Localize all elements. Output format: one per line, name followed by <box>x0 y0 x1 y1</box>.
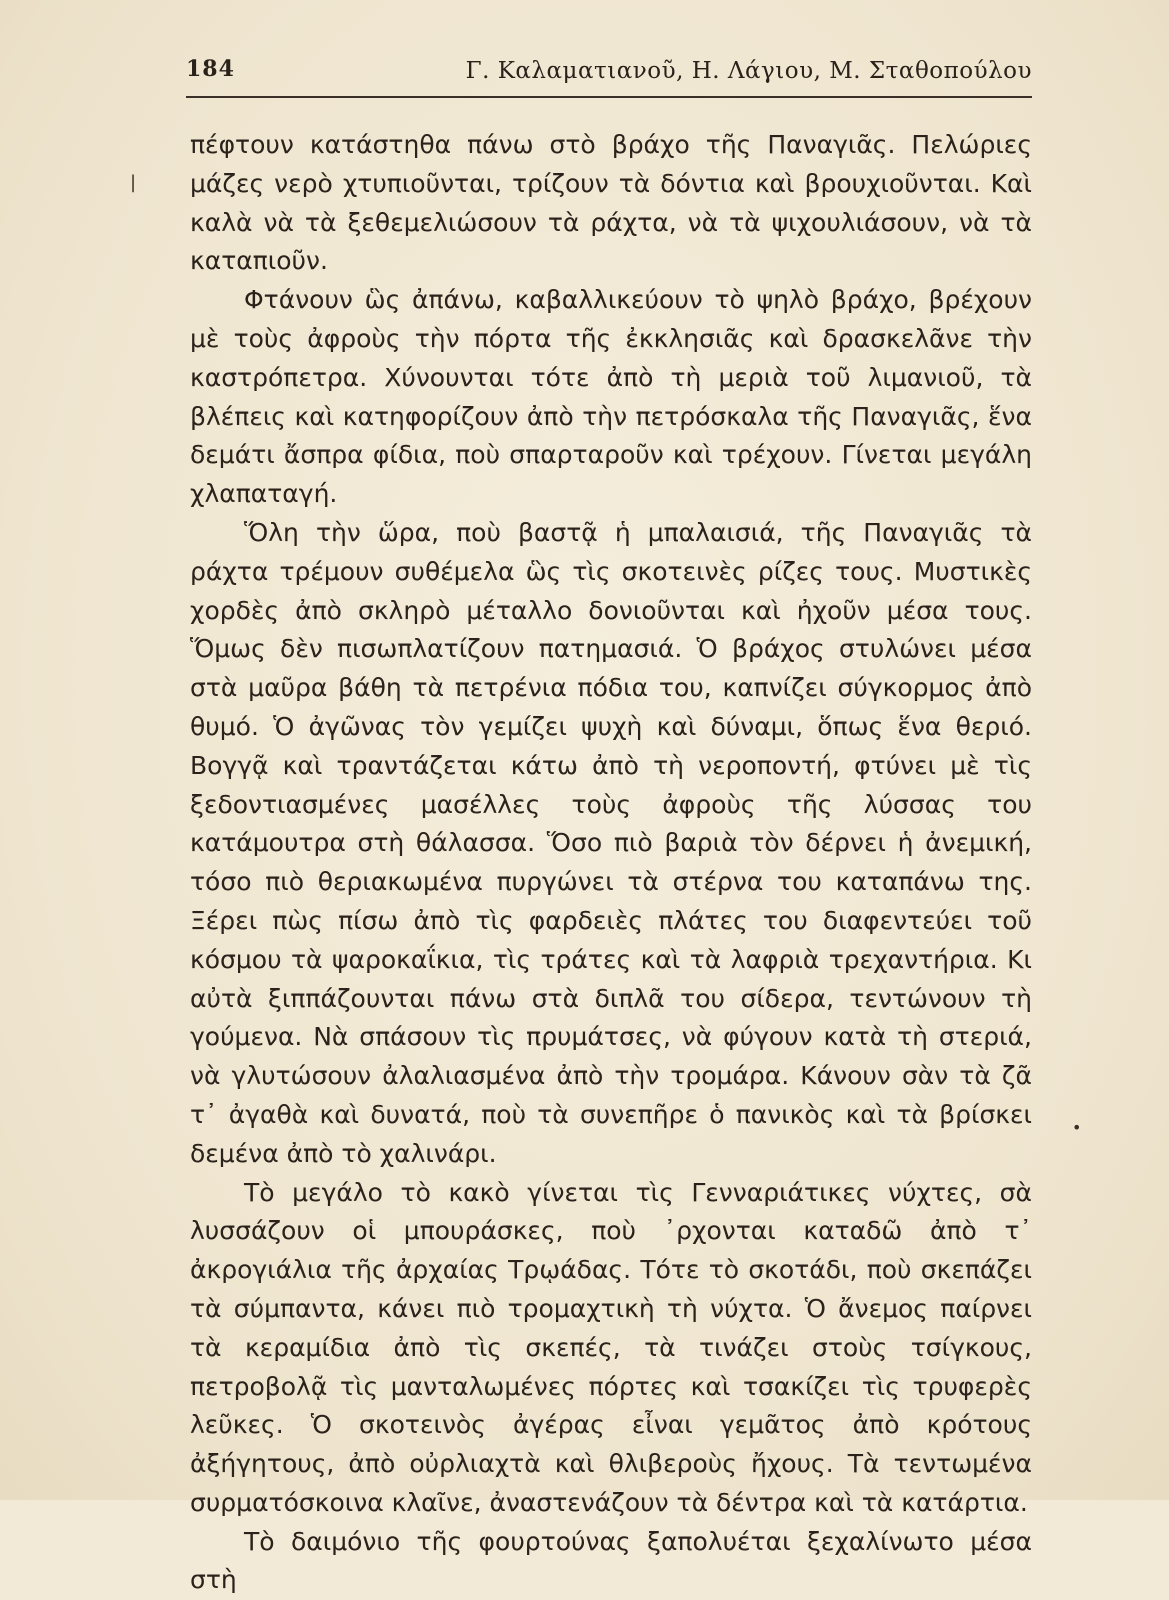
paragraph: Φτάνουν ὣς ἀπάνω, καβαλλικεύουν τὸ ψηλὸ βράχο, βρέχουν μὲ τοὺς ἀφροὺς τὴν πόρτα τῆς ἐκκλησιᾶς καὶ δρασκελᾶνε τὴν καστρόπετρα. Χύνουνται τότε ἀπὸ τὴ μεριὰ τοῦ λιμανιοῦ, τὰ βλέπεις καὶ κατηφορίζουν ἀπὸ τὴν πετρόσκαλα τῆς Παναγιᾶς, ἕνα δεμάτι ἄσπρα φίδια, ποὺ σπαρταροῦν καὶ τρέχουν. Γίνεται μεγάλη χλαπαταγή. <box>190 285 1032 509</box>
running-head-authors: Γ. Καλαματιανοῦ, Η. Λάγιου, Μ. Σταθοπούλου <box>465 58 1032 84</box>
paragraph: Τὸ δαιμόνιο τῆς φουρτούνας ξαπολυέται ξεχαλίνωτο μέσα στὴ <box>190 1526 1032 1595</box>
margin-mark: | <box>130 172 137 193</box>
paragraph: Ὅλη τὴν ὥρα, ποὺ βαστᾷ ἡ μπαλαισιά, τῆς Παναγιᾶς τὰ ράχτα τρέμουν συθέμελα ὣς τὶς σκοτεινὲς ρίζες τους. Μυστικὲς χορδὲς ἀπὸ σκληρὸ μέταλλο δονιοῦνται καὶ ἠχοῦν μέσα τους. Ὅμως δὲν πισωπλατίζουν πατημασιά. Ὁ βράχος στυλώνει μέσα στὰ μαῦρα βάθη τὰ πετρένια πόδια του, καπνίζει σύγκορμος ἀπὸ θυμό. Ὁ ἀγῶνας τὸν γεμίζει ψυχὴ καὶ δύναμι, ὅπως ἕνα θεριό. Βογγᾷ καὶ τραντάζεται κάτω ἀπὸ τὴ νεροποντή, φτύνει μὲ τὶς ξεδοντιασμένες μασέλλες τοὺς ἀφροὺς τῆς λύσσας του κατάμουτρα στὴ θάλασσα. Ὅσο πιὸ βαριὰ τὸν δέρνει ἡ ἀνεμική, τόσο πιὸ θεριακωμένα πυργώνει τὰ στέρνα του καταπάνω της. Ξέρει πὼς πίσω ἀπὸ τὶς φαρδειὲς πλάτες του διαφεντεύει τοῦ κόσμου τὰ ψαροκαΐκια, τὶς τράτες καὶ τὰ λαφριὰ τρεχαντήρια. Κι αὐτὰ ξιππάζουνται πάνω στὰ διπλᾶ του σίδερα, τεντώνουν τὴ γούμενα. Νὰ σπάσουν τὶς πρυμάτσες, νὰ φύγουν κατὰ τὴ στεριά, νὰ γλυτώσουν ἀλαλιασμένα ἀπὸ τὴν τρομάρα. Κάνουν σὰν τὰ ζᾶ τ᾽ ἀγαθὰ καὶ δυνατά, ποὺ τὰ συνεπῆρε ὁ πανικὸς καὶ τὰ βρίσκει δεμένα ἀπὸ τὸ χαλινάρι. <box>190 517 1032 1168</box>
running-head <box>186 56 1032 98</box>
paragraph: Τὸ μεγάλο τὸ κακὸ γίνεται τὶς Γενναριάτικες νύχτες, σὰ λυσσάζουν οἱ μπουράσκες, ποὺ ᾽ρχονται καταδῶ ἀπὸ τ᾽ ἀκρογιάλια τῆς ἀρχαίας Τρῳάδας. Τότε τὸ σκοτάδι, ποὺ σκεπάζει τὰ σύμπαντα, κάνει πιὸ τρομαχτικὴ τὴ νύχτα. Ὁ ἄνεμος παίρνει τὰ κεραμίδια ἀπὸ τὶς σκεπές, τὰ τινάζει στοὺς τσίγκους, πετροβολᾷ τὶς μανταλωμένες πόρτες καὶ τσακίζει τὶς τρυφερὲς λεῦκες. Ὁ σκοτεινὸς ἀγέρας εἶναι γεμᾶτος ἀπὸ κρότους ἀξήγητους, ἀπὸ οὐρλιαχτὰ καὶ θλιβεροὺς ἤχους. Τὰ τεντωμένα συρματόσκοινα κλαῖνε, ἀναστενάζουν τὰ δέντρα καὶ τὰ κατάρτια. <box>190 1177 1032 1517</box>
paragraph: πέφτουν κατάστηθα πάνω στὸ βράχο τῆς Παναγιᾶς. Πελώριες μάζες νερὸ χτυπιοῦνται, τρίζουν τὰ δόντια καὶ βρουχιοῦνται. Καὶ καλὰ νὰ τὰ ξεθεμελιώσουν τὰ ράχτα, νὰ τὰ ψιχουλιάσουν, νὰ τὰ καταπιοῦν. <box>190 130 1032 276</box>
page-number: 184 <box>186 56 235 82</box>
margin-dot: • <box>1072 1118 1082 1137</box>
body-text <box>190 126 1032 1600</box>
